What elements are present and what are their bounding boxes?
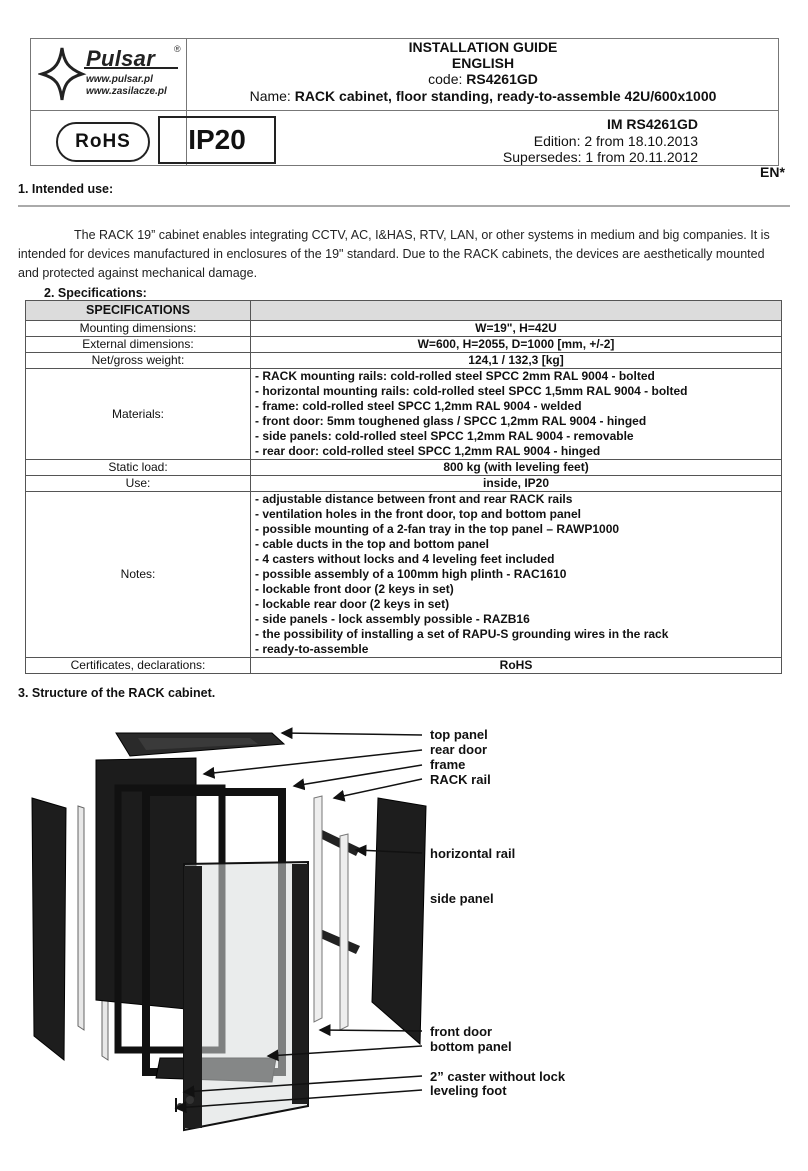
horizontal-rail-top — [316, 828, 360, 856]
spec-line: - possible assembly of a 100mm high plinth - RAC1610 — [255, 567, 567, 581]
specifications-table — [25, 300, 782, 674]
rack-rail-right-2 — [340, 834, 348, 1030]
spec-label: Static load: — [26, 460, 251, 476]
section-title-specifications: 2. Specifications: — [44, 286, 147, 300]
table-row — [26, 321, 782, 337]
table-row — [26, 476, 782, 492]
spec-value: 124,1 / 132,3 [kg] — [251, 353, 782, 369]
callout-rack-rail: RACK rail — [430, 772, 491, 787]
callout-rear-door: rear door — [430, 742, 488, 757]
callout-side-panel: side panel — [430, 891, 494, 906]
spec-line: - side panels: cold-rolled steel SPCC 1,2mm RAL 9004 - removable — [255, 429, 634, 443]
callout-leveling-foot: leveling foot — [430, 1083, 507, 1098]
callout-top-panel: top panel — [430, 727, 488, 742]
spec-line: - front door: 5mm toughened glass / SPCC 1,2mm RAL 9004 - hinged — [255, 414, 647, 428]
spec-label: Notes: — [26, 492, 251, 658]
guide-language: ENGLISH — [451, 55, 515, 71]
product-code — [190, 71, 776, 87]
horizontal-rail-bottom — [316, 928, 360, 954]
brand-url[interactable]: www.pulsar.pl — [86, 74, 153, 85]
callout-arrow — [334, 779, 422, 798]
table-header-empty — [251, 301, 782, 321]
rohs-badge: RoHS — [56, 122, 150, 162]
rack-rail-left — [78, 806, 84, 1030]
spec-line: - frame: cold-rolled steel SPCC 1,2mm RAL 9004 - welded — [255, 399, 582, 413]
table-header: SPECIFICATIONS — [26, 301, 251, 321]
brand-name: Pulsar — [86, 46, 156, 71]
intended-use-text — [18, 226, 788, 283]
spec-line: - rear door: cold-rolled steel SPCC 1,2mm RAL 9004 - hinged — [255, 444, 601, 458]
spec-label: Use: — [26, 476, 251, 492]
spec-label: External dimensions: — [26, 337, 251, 353]
ip-rating-badge: IP20 — [158, 116, 276, 164]
callout-arrow — [320, 1030, 422, 1031]
table-row — [26, 369, 782, 460]
callout-front-door: front door — [430, 1024, 493, 1039]
spec-label: Materials: — [26, 369, 251, 460]
guide-title: INSTALLATION GUIDE — [408, 39, 558, 55]
spec-line: - ventilation holes in the front door, top and bottom panel — [255, 507, 581, 521]
registered-mark: ® — [174, 44, 181, 54]
edition-info: Edition: 2 from 18.10.2013 — [533, 133, 698, 149]
spec-line: - lockable front door (2 keys in set) — [255, 582, 454, 596]
name-value: RACK cabinet, floor standing, ready-to-assemble 42U/600x1000 — [294, 88, 717, 104]
spec-line: - 4 casters without locks and 4 leveling feet included — [255, 552, 555, 566]
spec-line: - horizontal mounting rails: cold-rolled steel SPCC 1,5mm RAL 9004 - bolted — [255, 384, 688, 398]
callout-caster: 2” caster without lock — [430, 1069, 566, 1084]
spec-value: W=19", H=42U — [251, 321, 782, 337]
code-label: code: — [428, 71, 463, 87]
spec-value-list — [251, 369, 782, 460]
table-row — [26, 492, 782, 658]
spec-value: W=600, H=2055, D=1000 [mm, +/-2] — [251, 337, 782, 353]
front-door — [184, 862, 308, 1130]
product-name — [190, 88, 776, 104]
right-side-panel — [372, 798, 426, 1044]
spec-line: - adjustable distance between front and rear RACK rails — [255, 492, 573, 506]
spec-line: - cable ducts in the top and bottom panel — [255, 537, 490, 551]
spec-line: - side panels - lock assembly possible - RAZB16 — [255, 612, 530, 626]
language-tag: EN* — [760, 164, 785, 180]
spec-value-list — [251, 492, 782, 658]
spec-value: inside, IP20 — [251, 476, 782, 492]
spec-label: Mounting dimensions: — [26, 321, 251, 337]
spec-line: - lockable rear door (2 keys in set) — [255, 597, 450, 611]
callout-horizontal-rail: horizontal rail — [430, 846, 516, 861]
spec-value: RoHS — [251, 658, 782, 674]
table-row — [26, 658, 782, 674]
spec-line: - possible mounting of a 2-fan tray in the top panel – RAWP1000 — [255, 522, 620, 536]
left-side-panel — [32, 798, 66, 1060]
callout-frame: frame — [430, 757, 466, 772]
manual-code: IM RS4261GD — [606, 116, 698, 132]
caster — [186, 1096, 194, 1104]
rack-exploded-diagram — [0, 700, 808, 1171]
brand-url[interactable]: www.zasilacze.pl — [86, 86, 167, 97]
section-rule — [18, 205, 790, 207]
spec-line: - the possibility of installing a set of RAPU-S grounding wires in the rack — [255, 627, 669, 641]
table-row — [26, 353, 782, 369]
spec-label: Certificates, declarations: — [26, 658, 251, 674]
spec-value: 800 kg (with leveling feet) — [251, 460, 782, 476]
section-title-intended-use: 1. Intended use: — [18, 182, 114, 196]
rack-rail-right — [314, 796, 322, 1022]
table-row — [26, 337, 782, 353]
section-title-structure: 3. Structure of the RACK cabinet. — [18, 686, 216, 700]
header-divider — [30, 110, 779, 111]
supersedes-info: Supersedes: 1 from 20.11.2012 — [502, 149, 698, 165]
front-door-right-strip — [292, 864, 308, 1104]
table-row — [26, 460, 782, 476]
table-header-row — [26, 301, 782, 321]
callout-arrow — [282, 733, 422, 735]
spec-label: Net/gross weight: — [26, 353, 251, 369]
name-label: Name: — [249, 88, 291, 104]
code-value: RS4261GD — [466, 71, 538, 87]
spec-line: - RACK mounting rails: cold-rolled steel SPCC 2mm RAL 9004 - bolted — [255, 369, 655, 383]
spec-line: - ready-to-assemble — [255, 642, 369, 656]
intended-use-body: The RACK 19” cabinet enables integrating CCTV, AC, I&HAS, RTV, LAN, or other systems in medium and big companies. It is intended for devices manufactured in enclosures of the 19" standard. Due to the RACK cabinets, the devices are aesthetically mounted and protected against mechanical damage. — [18, 228, 770, 280]
front-door-left-strip — [184, 866, 202, 1128]
callout-bottom-panel: bottom panel — [430, 1039, 512, 1054]
